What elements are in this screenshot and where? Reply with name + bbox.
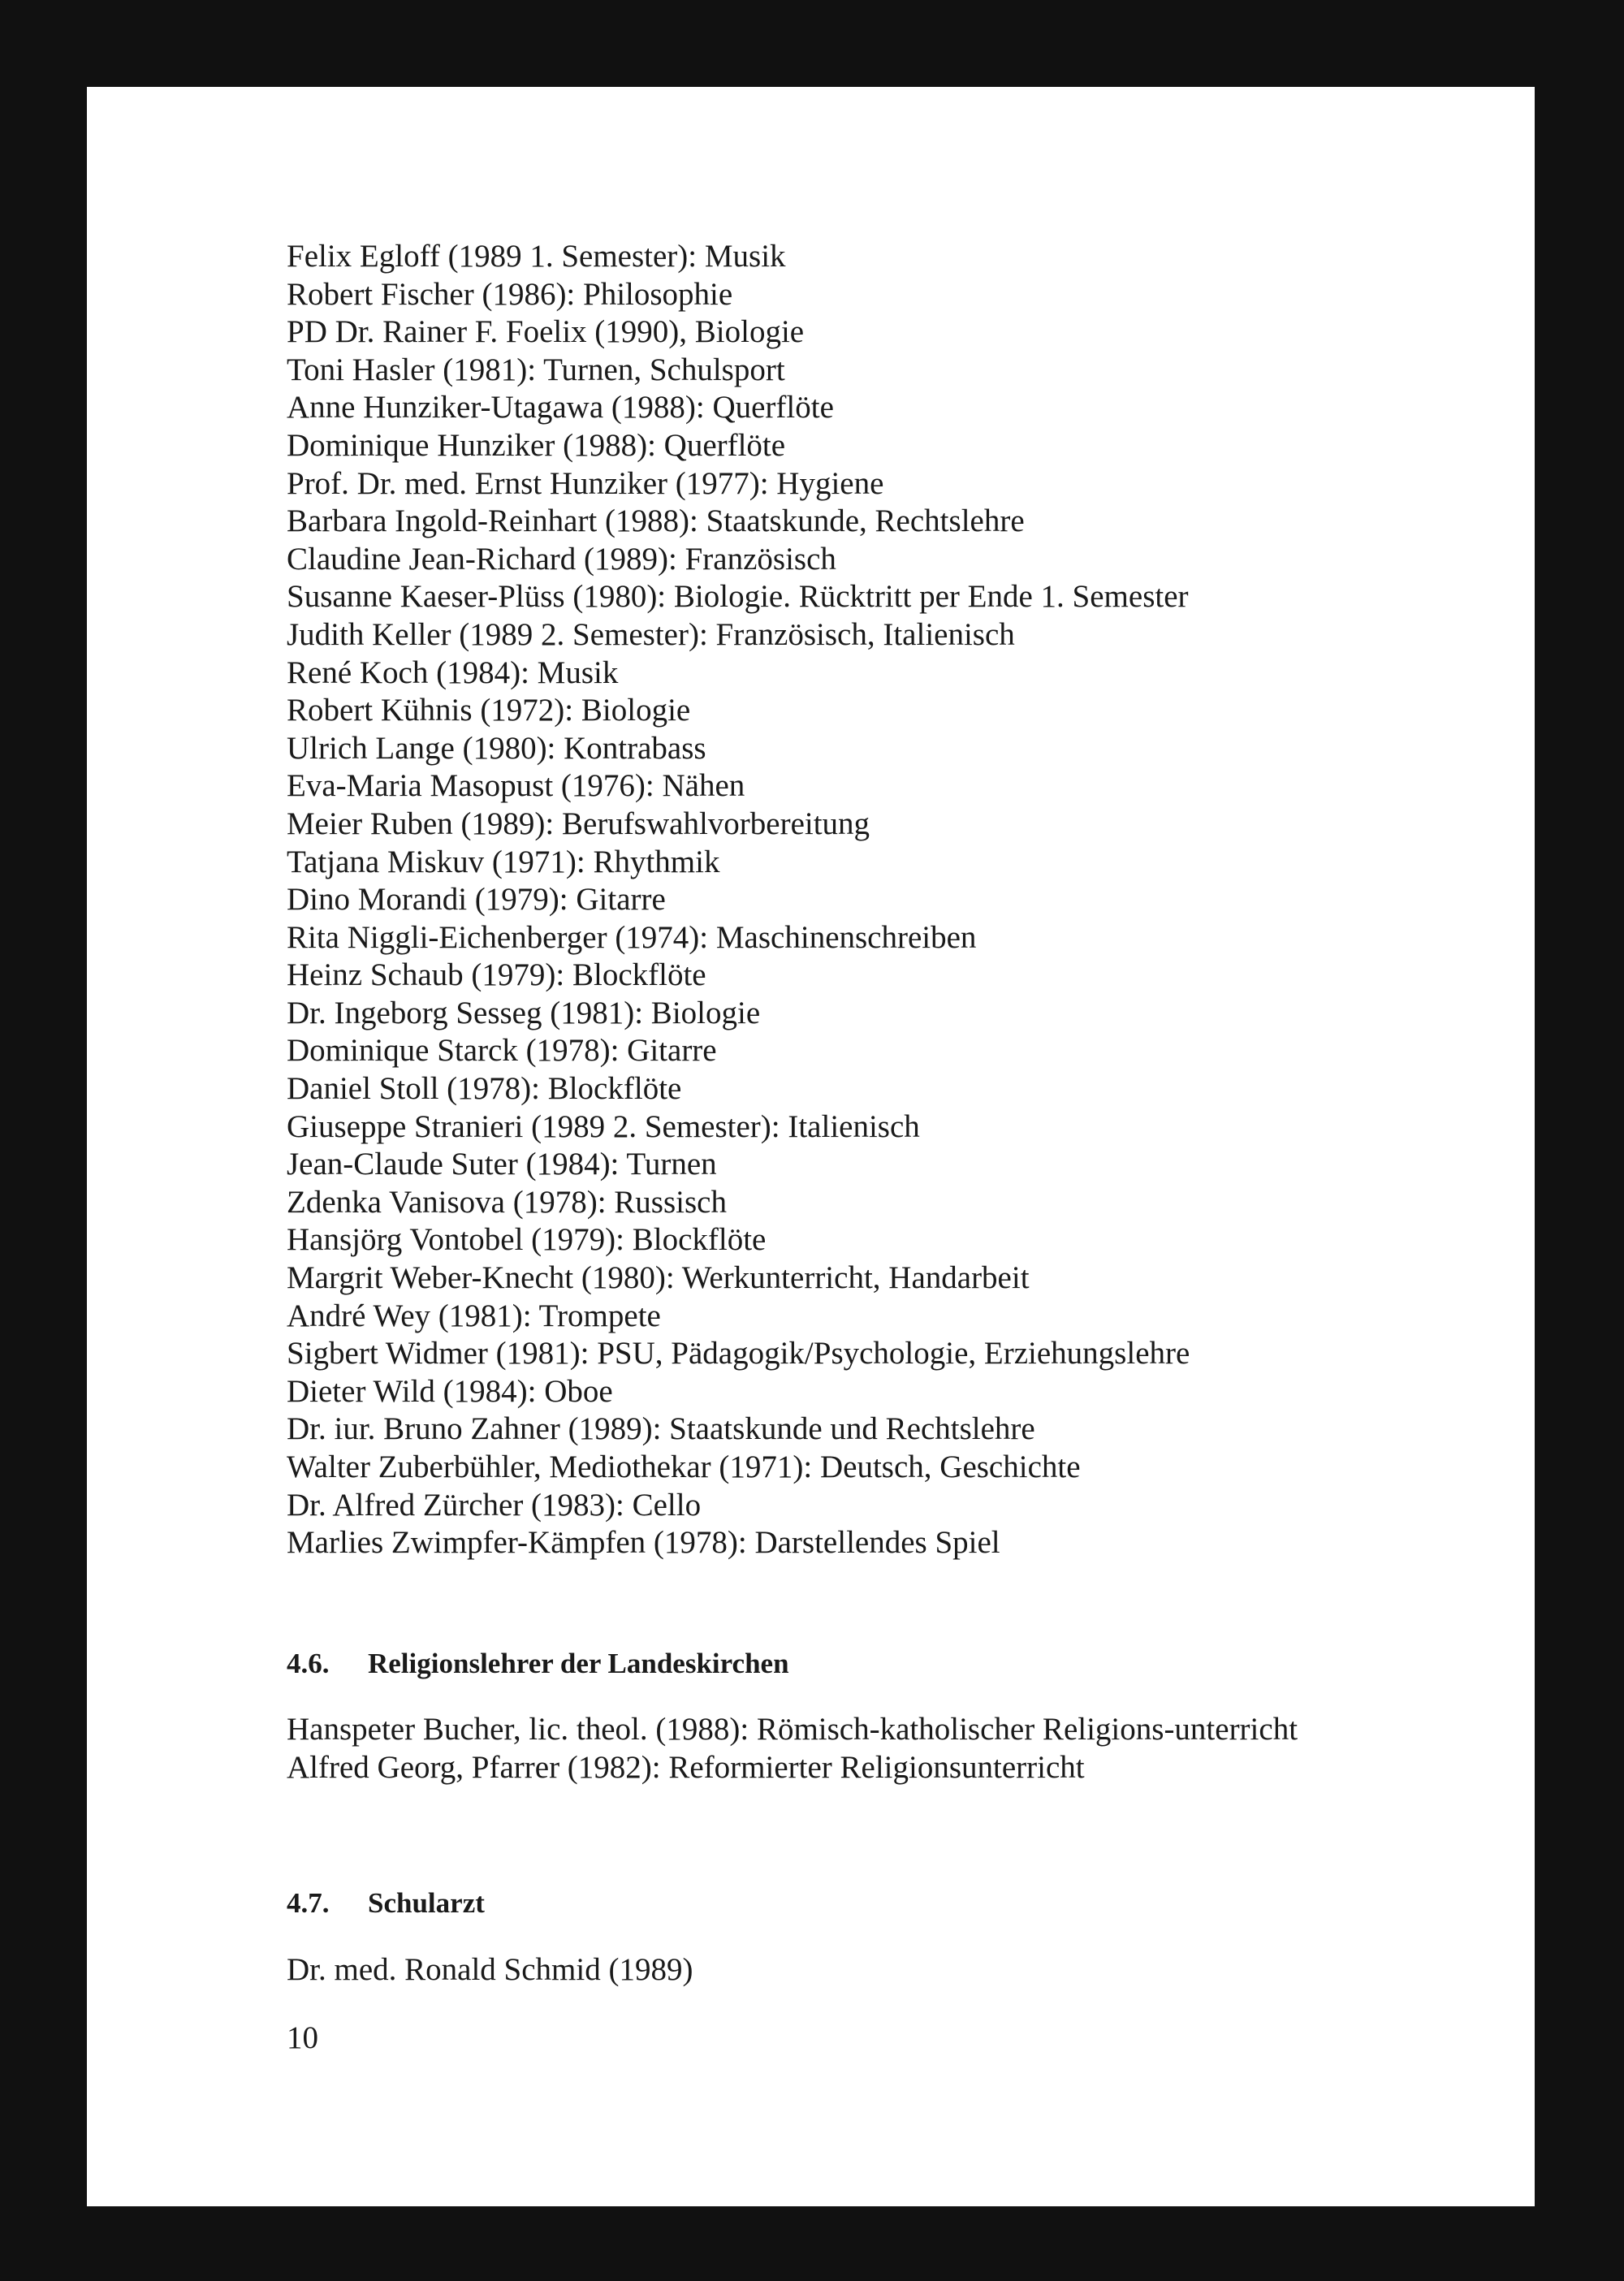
religion-teacher-entry: Hanspeter Bucher, lic. theol. (1988): Römisch-katholischer Religions-unterricht xyxy=(287,1712,1298,1747)
staff-entry: Dominique Hunziker (1988): Querflöte xyxy=(287,427,786,463)
staff-entry: Tatjana Miskuv (1971): Rhythmik xyxy=(287,844,720,879)
staff-entry: Dino Morandi (1979): Gitarre xyxy=(287,882,666,918)
staff-entry: Sigbert Widmer (1981): PSU, Pädagogik/Psychologie, Erziehungslehre xyxy=(287,1336,1190,1372)
staff-entry: Dr. Ingeborg Sesseg (1981): Biologie xyxy=(287,995,761,1030)
section-number: 4.6. xyxy=(287,1648,330,1679)
staff-entry: Judith Keller (1989 2. Semester): Französisch, Italienisch xyxy=(287,616,1015,652)
staff-entry: Giuseppe Stranieri (1989 2. Semester): Italienisch xyxy=(287,1108,920,1144)
staff-entry: Prof. Dr. med. Ernst Hunziker (1977): Hygiene xyxy=(287,465,884,501)
staff-entry: Walter Zuberbühler, Mediothekar (1971): Deutsch, Geschichte xyxy=(287,1449,1081,1484)
religion-teacher-list xyxy=(287,1711,1472,1786)
staff-entry: Rita Niggli-Eichenberger (1974): Maschinenschreiben xyxy=(287,919,977,955)
staff-list xyxy=(287,238,1472,1562)
staff-entry: Eva-Maria Masopust (1976): Nähen xyxy=(287,768,745,804)
staff-entry: Claudine Jean-Richard (1989): Französisch xyxy=(287,541,836,577)
section-number: 4.7. xyxy=(287,1887,330,1919)
section-title: Religionslehrer der Landeskirchen xyxy=(368,1648,789,1679)
staff-entry: Hansjörg Vontobel (1979): Blockflöte xyxy=(287,1222,767,1258)
page-number: 10 xyxy=(287,2020,318,2055)
staff-entry: René Koch (1984): Musik xyxy=(287,654,619,690)
staff-entry: Susanne Kaeser-Plüss (1980): Biologie. Rücktritt per Ende 1. Semester xyxy=(287,579,1189,615)
staff-entry: Marlies Zwimpfer-Kämpfen (1978): Darstellendes Spiel xyxy=(287,1525,1000,1561)
section-heading-religion xyxy=(287,1646,789,1682)
staff-entry: Ulrich Lange (1980): Kontrabass xyxy=(287,730,706,766)
staff-entry: Robert Kühnis (1972): Biologie xyxy=(287,693,691,728)
staff-entry: Meier Ruben (1989): Berufswahlvorbereitung xyxy=(287,806,870,841)
staff-entry: Robert Fischer (1986): Philosophie xyxy=(287,276,733,312)
staff-entry: Toni Hasler (1981): Turnen, Schulsport xyxy=(287,352,785,387)
staff-entry: Margrit Weber-Knecht (1980): Werkunterricht, Handarbeit xyxy=(287,1260,1030,1296)
staff-entry: Dominique Starck (1978): Gitarre xyxy=(287,1033,717,1069)
staff-entry: Felix Egloff (1989 1. Semester): Musik xyxy=(287,239,786,274)
staff-entry: PD Dr. Rainer F. Foelix (1990), Biologie xyxy=(287,314,805,350)
section-title: Schularzt xyxy=(368,1887,485,1919)
staff-entry: Zdenka Vanisova (1978): Russisch xyxy=(287,1184,727,1220)
staff-entry: Barbara Ingold-Reinhart (1988): Staatskunde, Rechtslehre xyxy=(287,503,1025,539)
staff-entry: Dr. iur. Bruno Zahner (1989): Staatskunde und Rechtslehre xyxy=(287,1411,1035,1447)
religion-teacher-entry: Alfred Georg, Pfarrer (1982): Reformierter Religionsunterricht xyxy=(287,1749,1085,1785)
section-heading-school-doctor xyxy=(287,1886,485,1921)
staff-entry: Anne Hunziker-Utagawa (1988): Querflöte xyxy=(287,390,834,426)
document-page xyxy=(87,87,1535,2206)
staff-entry: Heinz Schaub (1979): Blockflöte xyxy=(287,957,706,993)
staff-entry: André Wey (1981): Trompete xyxy=(287,1298,661,1333)
staff-entry: Daniel Stoll (1978): Blockflöte xyxy=(287,1071,682,1107)
staff-entry: Dieter Wild (1984): Oboe xyxy=(287,1373,613,1409)
school-doctor-entry: Dr. med. Ronald Schmid (1989) xyxy=(287,1952,693,1987)
staff-entry: Jean-Claude Suter (1984): Turnen xyxy=(287,1147,717,1182)
staff-entry: Dr. Alfred Zürcher (1983): Cello xyxy=(287,1487,702,1523)
